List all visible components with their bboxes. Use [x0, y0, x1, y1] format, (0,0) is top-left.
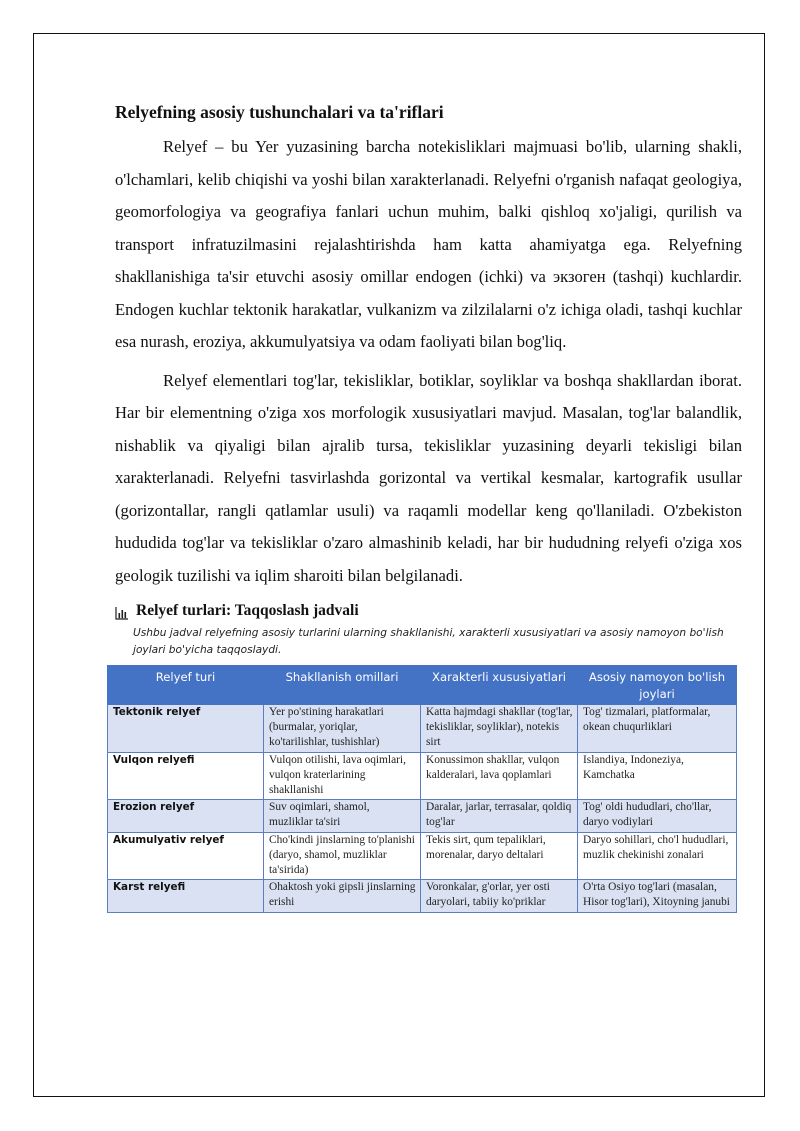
column-header-type: Relyef turi: [108, 666, 264, 705]
bar-chart-icon: [115, 605, 129, 618]
cell-features: Tekis sirt, qum tepaliklari, morenalar, daryo deltalari: [421, 832, 578, 880]
cell-locations: Daryo sohillari, cho'l hududlari, muzlik chekinishi zonalari: [578, 832, 737, 880]
cell-formation: Suv oqimlari, shamol, muzliklar ta'siri: [264, 800, 421, 832]
cell-features: Konussimon shakllar, vulqon kalderalari, lava qoplamlari: [421, 752, 578, 800]
cell-features: Voronkalar, g'orlar, yer osti daryolari, tabiiy ko'priklar: [421, 880, 578, 912]
cell-relief-type: Vulqon relyefi: [108, 752, 264, 800]
table-row: [108, 832, 737, 880]
cell-relief-type: Akumulyativ relyef: [108, 832, 264, 880]
cell-locations: Islandiya, Indoneziya, Kamchatka: [578, 752, 737, 800]
column-header-formation: Shakllanish omillari: [264, 666, 421, 705]
table-row: [108, 800, 737, 832]
table-row: [108, 752, 737, 800]
cell-locations: O'rta Osiyo tog'lari (masalan, Hisor tog'lari), Xitoyning janubi: [578, 880, 737, 912]
cell-formation: Cho'kindi jinslarning to'planishi (daryo, shamol, muzliklar ta'sirida): [264, 832, 421, 880]
cell-relief-type: Erozion relyef: [108, 800, 264, 832]
cell-features: Katta hajmdagi shakllar (tog'lar, tekisliklar, soyliklar), notekis sirt: [421, 705, 578, 753]
relief-comparison-table: [107, 665, 737, 913]
table-header-row: [108, 666, 737, 705]
paragraph-1: Relyef – bu Yer yuzasining barcha notekisliklari majmuasi bo'lib, ularning shakli, o'lchamlari, kelib chiqishi va yoshi bilan xarakterlanadi. Relyefni o'rganish nafaqat geologiya, geomorfologiya va geografiya fanlari uchun muhim, balki qishloq xo'jaligi, qurilish va transport infratuzilmasini rejalashtirishda ham katta ahamiyatga ega. Relyefning shakllanishiga ta'sir etuvchi asosiy omillar endogen (ichki) va экзоген (tashqi) kuchlardir. Endogen kuchlar tektonik harakatlar, vulkanizm va zilzilalarni o'z ichiga oladi, tashqi kuchlar esa nurash, eroziya, akkumulyatsiya va odam faoliyati bilan bog'liq.: [115, 137, 742, 351]
section-title: Relyefning asosiy tushunchalari va ta'riflari: [115, 102, 444, 122]
table-row: [108, 880, 737, 912]
table-heading: [115, 600, 742, 622]
column-header-locations: Asosiy namoyon bo'lish joylari: [578, 666, 737, 705]
cell-relief-type: Karst relyefi: [108, 880, 264, 912]
cell-relief-type: Tektonik relyef: [108, 705, 264, 753]
cell-locations: Tog' tizmalari, platformalar, okean chuqurliklari: [578, 705, 737, 753]
cell-formation: Vulqon otilishi, lava oqimlari, vulqon kraterlarining shakllanishi: [264, 752, 421, 800]
cell-formation: Yer po'stining harakatlari (burmalar, yoriqlar, ko'tarilishlar, tushishlar): [264, 705, 421, 753]
column-header-features: Xarakterli xususiyatlari: [421, 666, 578, 705]
table-heading-text: Relyef turlari: Taqqoslash jadvali: [136, 602, 359, 619]
cell-features: Daralar, jarlar, terrasalar, qoldiq tog'lar: [421, 800, 578, 832]
cell-formation: Ohaktosh yoki gipsli jinslarning erishi: [264, 880, 421, 912]
cell-locations: Tog' oldi hududlari, cho'llar, daryo vodiylari: [578, 800, 737, 832]
table-row: [108, 705, 737, 753]
paragraph-2: Relyef elementlari tog'lar, tekisliklar, botiklar, soyliklar va boshqa shakllardan iborat. Har bir elementning o'ziga xos morfologik xususiyatlari mavjud. Masalan, tog'lar balandlik, nishablik va qiyaligi bilan ajralib tursa, tekisliklar yuzasining deyarli tekisligi bilan xarakterlanadi. Relyefni tasvirlashda gorizontal va vertikal kesmalar, kartografik usullar (gorizontallar, rangli qatlamlar usuli) va raqamli modellar keng qo'llaniladi. O'zbekiston hududida tog'lar va tekisliklar o'zaro almashinib keladi, har bir hududning relyefi o'ziga xos geologik tuzilishi va iqlim sharoiti bilan belgilanadi.: [115, 370, 742, 585]
document-content: [115, 99, 742, 913]
table-caption: Ushbu jadval relyefning asosiy turlarini ularning shakllanishi, xarakterli xususiyatlari va asosiy namoyon bo'lish joylari bo'yicha taqqoslaydi.: [133, 627, 724, 656]
